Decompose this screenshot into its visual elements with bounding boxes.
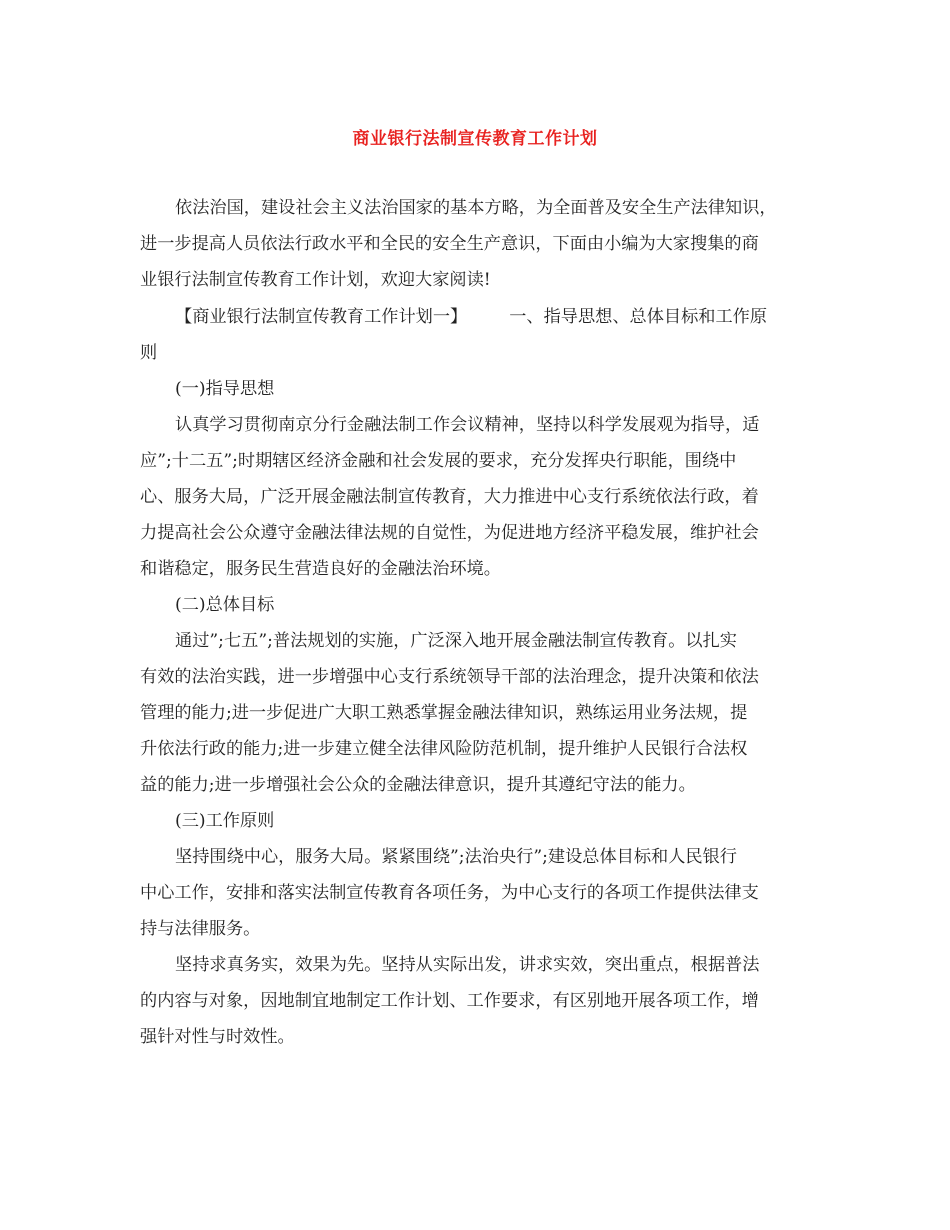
paragraph-line: 进一步提高人员依法行政水平和全民的安全生产意识，下面由小编为大家搜集的商 (140, 234, 759, 254)
paragraph-line: 坚持围绕中心，服务大局。紧紧围绕”;法治央行”;建设总体目标和人民银行 (175, 847, 737, 867)
section-heading-line (175, 305, 767, 329)
subsection-heading: 一、指导思想、总体目标和工作原 (509, 307, 768, 327)
paragraph-line: 认真学习贯彻南京分行金融法制工作会议精神，坚持以科学发展观为指导，适 (175, 415, 760, 435)
subsection-heading: (二)总体目标 (175, 595, 275, 615)
paragraph-line: 的内容与对象，因地制宜地制定工作计划、工作要求，有区别地开展各项工作，增 (140, 991, 759, 1011)
paragraph-line: 有效的法治实践，进一步增强中心支行系统领导干部的法治理念，提升决策和依法 (140, 667, 759, 687)
subsection-heading: (一)指导思想 (175, 379, 275, 399)
paragraph-line: 持与法律服务。 (140, 919, 261, 939)
paragraph-line: 坚持求真务实，效果为先。坚持从实际出发，讲求实效，突出重点，根据普法 (175, 955, 760, 975)
paragraph-line: 则 (140, 343, 158, 363)
document-title: 商业银行法制宣传教育工作计划 (352, 129, 598, 149)
paragraph-line: 强针对性与时效性。 (140, 1027, 295, 1047)
paragraph-line: 力提高社会公众遵守金融法律法规的自觉性，为促进地方经济平稳发展，维护社会 (140, 523, 759, 543)
paragraph-line: 应”;十二五”;时期辖区经济金融和社会发展的要求，充分发挥央行职能，围绕中 (140, 451, 737, 471)
paragraph-line: 通过”;七五”;普法规划的实施，广泛深入地开展金融法制宣传教育。以扎实 (175, 631, 737, 651)
paragraph-line: 管理的能力;进一步促进广大职工熟悉掌握金融法律知识，熟练运用业务法规，提 (140, 703, 748, 723)
paragraph-line: 和谐稳定，服务民生营造良好的金融法治环境。 (140, 559, 501, 579)
paragraph-line: 依法治国，建设社会主义法治国家的基本方略，为全面普及安全生产法律知识， (175, 198, 777, 218)
section-heading: 【商业银行法制宣传教育工作计划一】 (175, 307, 468, 327)
paragraph-line: 升依法行政的能力;进一步建立健全法律风险防范机制，提升维护人民银行合法权 (140, 739, 748, 759)
paragraph-line: 心、服务大局，广泛开展金融法制宣传教育，大力推进中心支行系统依法行政，着 (140, 487, 759, 507)
paragraph-line: 业银行法制宣传教育工作计划，欢迎大家阅读! (140, 270, 491, 290)
paragraph-line: 中心工作，安排和落实法制宣传教育各项任务，为中心支行的各项工作提供法律支 (140, 883, 759, 903)
subsection-heading: (三)工作原则 (175, 811, 275, 831)
paragraph-line: 益的能力;进一步增强社会公众的金融法律意识，提升其遵纪守法的能力。 (140, 775, 696, 795)
